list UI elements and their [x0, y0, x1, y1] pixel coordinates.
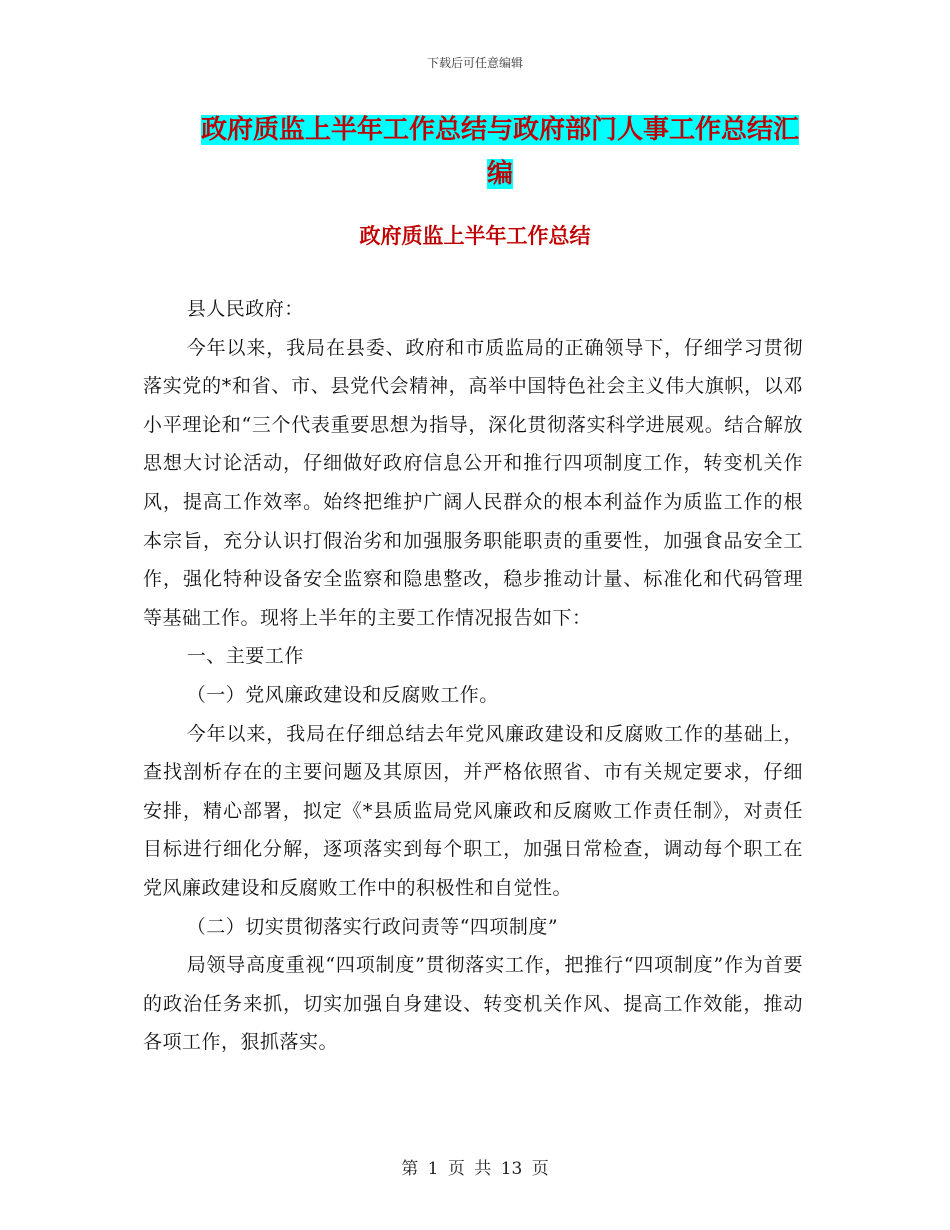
subheading-1: （一）党风廉政建设和反腐败工作。: [186, 683, 499, 706]
heading-main-work: 一、主要工作: [186, 645, 304, 668]
main-title: [190, 108, 810, 196]
subheading-2: （二）切实贯彻落实行政问责等“四项制度”: [186, 915, 559, 938]
salutation: 县人民政府：: [186, 298, 304, 320]
paragraph-1: 今年以来，我局在仔细总结去年党风廉政建设和反腐败工作的基础上，查找剖析存在的主要问题及其原因，并严格依照省、市有关规定要求，仔细安排，精心部署，拟定《*县质监局党风廉政和反腐败工作责任制》，对责任目标进行细化分解，逐项落实到每个职工，加强日常检查，调动每个职工在党风廉政建设和反腐败工作中的积极性和自觉性。: [143, 722, 803, 899]
main-title-text: 政府质监上半年工作总结与政府部门人事工作总结汇编: [200, 115, 799, 189]
body-text: [143, 290, 803, 1062]
paragraph-2: 局领导高度重视“四项制度”贯彻落实工作，把推行“四项制度”作为首要的政治任务来抓，切实加强自身建设、转变机关作风、提高工作效能，推动各项工作，狠抓落实。: [143, 954, 803, 1054]
page-number-footer: 第 1 页 共 13 页: [401, 1159, 549, 1179]
paragraph-intro: 今年以来，我局在县委、政府和市质监局的正确领导下，仔细学习贯彻落实党的*和省、市、县党代会精神，高举中国特色社会主义伟大旗帜，以邓小平理论和“三个代表重要思想为指导，深化贯彻落实科学进展观。结合解放思想大讨论活动，仔细做好政府信息公开和推行四项制度工作，转变机关作风，提高工作效率。始终把维护广阔人民群众的根本利益作为质监工作的根本宗旨，充分认识打假治劣和加强服务职能职责的重要性，加强食品安全工作，强化特种设备安全监察和隐患整改，稳步推动计量、标准化和代码管理等基础工作。现将上半年的主要工作情况报告如下：: [143, 336, 803, 629]
section-title: 政府质监上半年工作总结: [359, 224, 591, 248]
header-note: 下载后可任意编辑: [426, 56, 523, 70]
